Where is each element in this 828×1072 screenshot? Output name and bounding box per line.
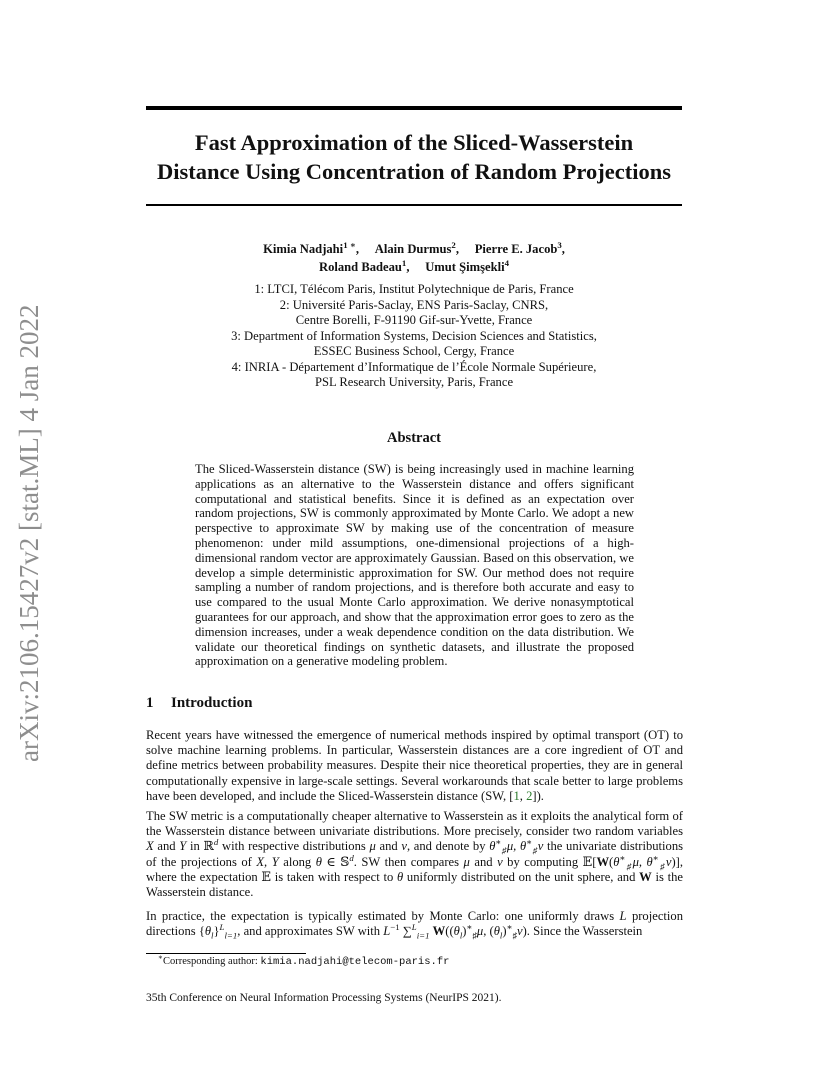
intro-paragraph-2: The SW metric is a computationally cheaper alternative to Wasserstein as it exploits the analytical form of the Wasserstein distance between univariate distributions. More precisely, consider two random variables X and Y in ℝ$^d$ with respective distributions μ and ν, and denote by $\theta^∗_♯\mu$, $\theta^∗_♯\nu$ the univariate distributions of the projections of X, Y along θ ∈ 𝕊$^d$. SW then compares μ and ν by computing $𝔼[W(\theta^∗_♯\mu$, $\theta^∗_♯\nu$)], where the expectation 𝔼 is taken with respect to θ uniformly distributed on the unit sphere, and W is the Wasserstein distance. (146, 809, 684, 900)
citation-link[interactable]: 1 (513, 788, 520, 803)
affiliation-mark: 4 (504, 257, 510, 268)
paragraph-text: ). (536, 788, 544, 803)
affiliation-line: PSL Research University, Paris, France (314, 375, 514, 389)
abstract-text: The Sliced-Wasserstein distance (SW) is being increasingly used in machine learning applications as an alternative to the Wasserstein distance and offers significant computational and statistical benefits. Since it is defined as an expectation over random projections, SW is commonly approximated by Monte Carlo. We adopt a new perspective to approximate SW by making use of the concentration of measure phenomenon: under mild assumptions, one-dimensional projections of a high-dimensional random vector are approximately Gaussian. Based on this observation, we develop a simple deterministic approximation for SW. Our method does not require sampling a number of random projections, and is therefore both accurate and easy to use compared to the usual Monte Carlo approximation. We derive nonasymptotical guarantees for our approach, and show that the approximation error goes to zero as the dimension increases, under a weak dependence condition on the data distribution. We validate our theoretical findings on synthetic datasets, and illustrate the proposed approximation on a generative modeling problem. (195, 462, 634, 669)
section-title: Introduction (171, 695, 253, 711)
affiliation-mark: 1 ∗ (343, 239, 356, 250)
footnote-rule (146, 953, 306, 954)
affiliation-line: 2: Université Paris-Saclay, ENS Paris-Saclay, CNRS, (279, 297, 549, 312)
footnote-mark: ∗ (158, 952, 163, 962)
affiliations (150, 282, 678, 391)
title-bottom-rule (146, 204, 682, 206)
citation-link[interactable]: 2 (526, 788, 533, 803)
footnote (158, 952, 450, 968)
paragraph-text: Recent years have witnessed the emergence of numerical methods inspired by optimal transport (OT) to solve machine learning problems. In particular, Wasserstein distances are a core ingredient of OT and define metrics between probability measures. Despite their nice theoretical properties, they are in general computationally expensive in large-scale settings. Several workarounds that scale better to large problems have been developed, and include the Sliced-Wasserstein distance (SW, (146, 728, 683, 803)
author-list: Kimia Nadjahi$^{1 ∗}$, Alain Durmus$^2$, Pierre E. Jacob$^3$, Roland Badeau$^1$, Umut Şimşekli$^4$ (263, 239, 565, 274)
author-name: Umut Şimşekli (425, 260, 505, 274)
section-heading (146, 695, 252, 712)
affiliation-line: ESSEC Business School, Cergy, France (313, 344, 515, 358)
author-name: Alain Durmus (374, 242, 452, 256)
author-email[interactable]: kimia.nadjahi@telecom-paris.fr (260, 956, 450, 968)
affiliation-mark: 2 (451, 239, 456, 250)
section-number: 1 (146, 695, 154, 711)
footnote-label: Corresponding author: (163, 956, 261, 967)
author-name: Roland Badeau (318, 260, 402, 274)
affiliation-line: Centre Borelli, F-91190 Gif-sur-Yvette, France (295, 313, 533, 327)
affiliation-line: 3: Department of Information Systems, Decision Sciences and Statistics, (231, 328, 597, 343)
arxiv-stamp: arXiv:2106.15427v2 [stat.ML] 4 Jan 2022 (14, 304, 44, 762)
title-top-rule (146, 106, 682, 110)
author-name: Pierre E. Jacob (474, 242, 558, 256)
author-name: Kimia Nadjahi (263, 242, 344, 256)
abstract-heading: Abstract (387, 430, 441, 446)
intro-paragraph-3: In practice, the expectation is typically estimated by Monte Carlo: one uniformly draws L projection directions $\{\theta_l\}^L_{l=1}$, and approximates SW with $L^{-1}$ ∑$^L_{i=1}$ $W((\theta_l)^∗_♯\mu$, $(\theta_l)^∗_♯\nu$). Since the Wasserstein (146, 909, 683, 941)
paper-title (120, 128, 708, 186)
intro-paragraph-1: Recent years have witnessed the emergence of numerical methods inspired by optimal transport (OT) to solve machine learning problems. In particular, Wasserstein distances are a core ingredient of OT and define metrics between probability measures. Despite their nice theoretical properties, they are in general computationally expensive in large-scale settings. Several workarounds that scale better to large problems have been developed, and include the Sliced-Wasserstein distance (SW, [1, 2]). (146, 728, 683, 803)
title-line-1: Fast Approximation of the Sliced-Wasserstein (194, 130, 634, 155)
venue-note: 35th Conference on Neural Information Processing Systems (NeurIPS 2021). (146, 992, 502, 1004)
title-line-2: Distance Using Concentration of Random Projections (157, 159, 671, 184)
affiliation-line: 1: LTCI, Télécom Paris, Institut Polytechnique de Paris, France (254, 282, 574, 296)
affiliation-line: 4: INRIA - Département d’Informatique de l’École Normale Supérieure, (231, 359, 597, 374)
affiliation-mark: 3 (557, 239, 562, 250)
affiliation-mark: 1 (401, 257, 407, 268)
